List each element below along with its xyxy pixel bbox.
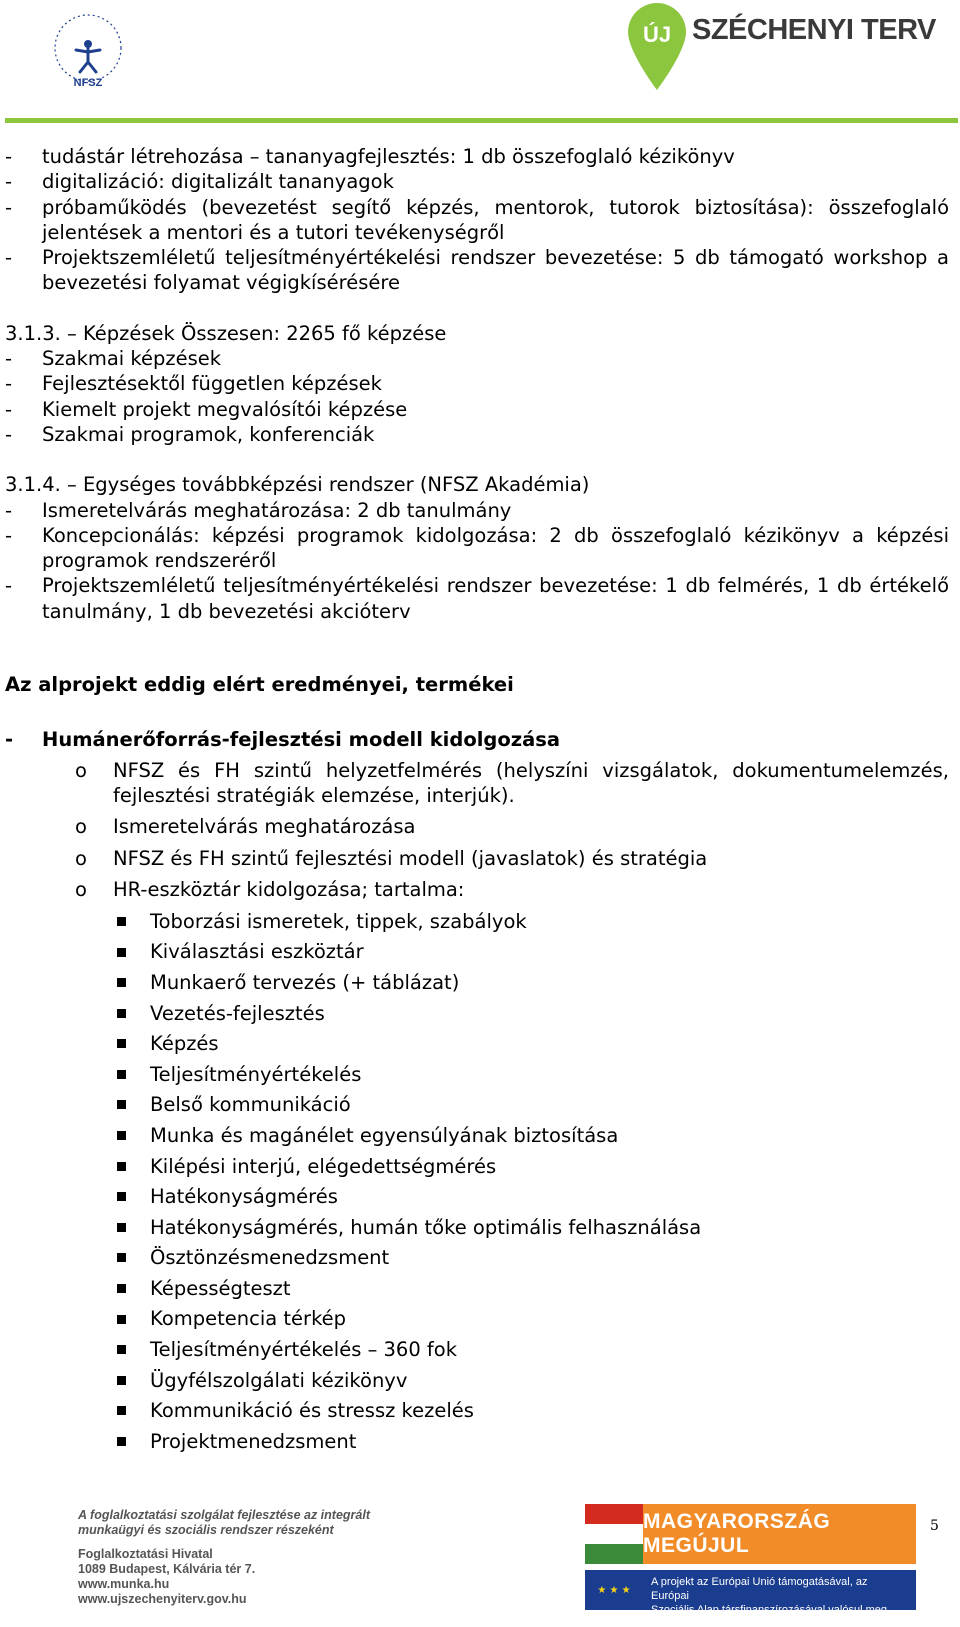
magyarorszag-megujul-banner: MAGYARORSZÁG MEGÚJUL xyxy=(643,1504,916,1564)
results-sub-list xyxy=(5,758,949,902)
toolkit-item xyxy=(117,1181,949,1212)
footer-project-info xyxy=(78,1508,370,1607)
section-314-list xyxy=(5,498,949,624)
toolkit-item-text: Teljesítményértékelés – 360 fok xyxy=(150,1338,458,1362)
square-bullet-icon xyxy=(117,1100,126,1109)
section-313-list xyxy=(5,346,949,447)
eu-notice-line: Szociális Alap társfinanszírozásával valósul meg. xyxy=(651,1604,891,1616)
toolkit-item xyxy=(117,1243,949,1274)
circle-bullet: o xyxy=(75,877,87,901)
eu-notice-line: A projekt az Európai Unió támogatásával, az Európai xyxy=(651,1576,868,1602)
page-header xyxy=(0,0,960,125)
square-bullet-icon xyxy=(117,1131,126,1140)
list-dash: - xyxy=(5,397,13,421)
square-bullet-icon xyxy=(117,1253,126,1262)
results-heading: Az alprojekt eddig elért eredményei, termékei xyxy=(5,673,514,697)
circle-bullet: o xyxy=(75,758,87,782)
main-item-text: Humánerőforrás-fejlesztési modell kidolgozása xyxy=(42,728,561,752)
footer-project-line: munkaügyi és szociális rendszer részeként xyxy=(78,1523,334,1537)
uj-szechenyi-pin-icon xyxy=(626,2,688,92)
square-bullet-icon xyxy=(117,1315,126,1324)
square-bullet-icon xyxy=(117,1345,126,1354)
document-body xyxy=(5,144,949,1457)
circle-bullet: o xyxy=(75,815,87,839)
list-item-text: Szakmai képzések xyxy=(42,347,222,371)
toolkit-item xyxy=(117,967,949,998)
results-main-item xyxy=(5,727,949,752)
list-item xyxy=(5,498,949,523)
toolkit-item-text: Kilépési interjú, elégedettségmérés xyxy=(150,1154,497,1178)
list-item xyxy=(5,523,949,574)
toolkit-item xyxy=(117,1273,949,1304)
toolkit-item-text: Munkaerő tervezés (+ táblázat) xyxy=(150,970,460,994)
nfsz-logo xyxy=(42,10,134,90)
toolkit-item xyxy=(117,1334,949,1365)
list-item xyxy=(5,144,949,169)
toolkit-item-text: Képességteszt xyxy=(150,1276,291,1300)
list-dash: - xyxy=(5,145,13,168)
toolkit-item-text: Vezetés-fejlesztés xyxy=(150,1001,325,1025)
toolkit-item-text: Kommunikáció és stressz kezelés xyxy=(150,1399,474,1423)
square-bullet-icon xyxy=(117,978,126,987)
header-divider xyxy=(5,118,958,123)
toolkit-item-text: Ösztönzésmenedzsment xyxy=(150,1246,390,1270)
list-dash: - xyxy=(5,523,13,547)
toolkit-item-text: Hatékonyságmérés xyxy=(150,1185,338,1209)
list-dash: - xyxy=(5,195,13,219)
sub-list-item xyxy=(75,877,949,902)
toolkit-item xyxy=(117,937,949,968)
sub-list-item xyxy=(75,814,949,839)
eu-support-notice xyxy=(643,1570,916,1616)
list-item-text: Szakmai programok, konferenciák xyxy=(42,422,375,446)
square-bullet-icon xyxy=(117,1070,126,1079)
square-bullet-icon xyxy=(117,917,126,926)
list-dash: - xyxy=(5,246,13,270)
list-item-text: Projektszemléletű teljesítményértékelési rendszer bevezetése: 1 db felmérés, 1 db értékelő tanulmány, 1 db bevezetési akcióterv xyxy=(42,574,949,623)
square-bullet-icon xyxy=(117,1039,126,1048)
toolkit-item xyxy=(117,1090,949,1121)
toolkit-item xyxy=(117,1120,949,1151)
list-item xyxy=(5,397,949,422)
toolkit-item-text: Projektmenedzsment xyxy=(150,1429,357,1453)
toolkit-item-text: Kompetencia térkép xyxy=(150,1307,347,1331)
toolkit-item xyxy=(117,1396,949,1427)
toolkit-item xyxy=(117,1029,949,1060)
list-item-text: próbaműködés (bevezetést segítő képzés, mentorok, tutorok biztosítása): összefoglaló jelentések a mentori és a tutori tevékenységről xyxy=(42,195,949,244)
list-dash: - xyxy=(5,372,13,396)
square-bullet-icon xyxy=(117,1223,126,1232)
list-item xyxy=(5,169,949,194)
square-bullet-icon xyxy=(117,1376,126,1385)
toolkit-item-text: Hatékonyságmérés, humán tőke optimális felhasználása xyxy=(150,1215,702,1239)
square-bullet-icon xyxy=(117,1192,126,1201)
list-dash: - xyxy=(5,347,13,371)
sub-list-item xyxy=(75,758,949,809)
toolkit-item xyxy=(117,1151,949,1182)
hungarian-flag-icon xyxy=(585,1504,643,1564)
list-dash: - xyxy=(5,422,13,446)
footer-web-link[interactable]: www.ujszechenyiterv.gov.hu xyxy=(78,1592,247,1606)
eu-flag-icon: ★ ★ ★ xyxy=(585,1570,643,1610)
toolkit-item xyxy=(117,906,949,937)
square-bullet-icon xyxy=(117,1437,126,1446)
list-item xyxy=(5,245,949,296)
toolkit-item xyxy=(117,1365,949,1396)
list-item xyxy=(5,195,949,246)
square-bullet-icon xyxy=(117,1406,126,1415)
toolkit-item-text: Toborzási ismeretek, tippek, szabályok xyxy=(150,909,527,933)
square-bullet-icon xyxy=(117,1284,126,1293)
list-item xyxy=(5,371,949,396)
list-item-text: Fejlesztésektől független képzések xyxy=(42,372,382,396)
uj-pin-text: ÚJ xyxy=(642,22,672,47)
circle-bullet: o xyxy=(75,846,87,870)
list-item xyxy=(5,346,949,371)
sub-item-text: NFSZ és FH szintű helyzetfelmérés (helyszíni vizsgálatok, dokumentumelemzés, fejlesztési stratégiák elemzése, interjúk). xyxy=(113,758,949,807)
szechenyi-terv-logo-text: SZÉCHENYI TERV xyxy=(692,14,936,46)
footer-web-link[interactable]: www.munka.hu xyxy=(78,1577,170,1591)
toolkit-item xyxy=(117,998,949,1029)
nfsz-logo-text: NFSZ xyxy=(73,77,103,89)
toolkit-item-text: Teljesítményértékelés xyxy=(150,1062,362,1086)
page-footer xyxy=(0,1500,960,1627)
list-dash: - xyxy=(5,574,13,598)
list-item-text: Ismeretelvárás meghatározása: 2 db tanulmány xyxy=(42,498,512,522)
toolkit-item xyxy=(117,1059,949,1090)
list-dash: - xyxy=(5,498,13,522)
sub-item-text: Ismeretelvárás meghatározása xyxy=(113,815,416,839)
footer-project-line: A foglalkoztatási szolgálat fejlesztése az integrált xyxy=(78,1508,370,1522)
toolkit-item-text: Munka és magánélet egyensúlyának biztosítása xyxy=(150,1123,619,1147)
square-bullet-icon xyxy=(117,1009,126,1018)
toolkit-item xyxy=(117,1304,949,1335)
toolkit-item xyxy=(117,1212,949,1243)
sub-list-item xyxy=(75,846,949,871)
page-number: 5 xyxy=(930,1518,939,1534)
toolkit-item-text: Ügyfélszolgálati kézikönyv xyxy=(150,1368,408,1392)
list-item-text: digitalizáció: digitalizált tananyagok xyxy=(42,170,394,194)
section-313-heading: 3.1.3. – Képzések Összesen: 2265 fő képzése xyxy=(5,321,447,345)
list-item xyxy=(5,422,949,447)
square-bullet-icon xyxy=(117,1162,126,1171)
toolkit-item-text: Belső kommunikáció xyxy=(150,1093,351,1117)
section-314-heading: 3.1.4. – Egységes továbbképzési rendszer (NFSZ Akadémia) xyxy=(5,473,590,497)
toolkit-item xyxy=(117,1426,949,1457)
list-item-text: tudástár létrehozása – tananyagfejlesztés: 1 db összefoglaló kézikönyv xyxy=(42,145,735,168)
footer-office: Foglalkoztatási Hivatal xyxy=(78,1547,213,1561)
footer-address: 1089 Budapest, Kálvária tér 7. xyxy=(78,1562,256,1576)
list-item-text: Koncepcionálás: képzési programok kidolgozása: 2 db összefoglaló kézikönyv a képzési programok rendszeréről xyxy=(42,523,949,573)
list-dash: - xyxy=(5,170,13,194)
sub-item-text: HR-eszköztár kidolgozása; tartalma: xyxy=(113,877,465,901)
square-bullet-icon xyxy=(117,948,126,957)
list-a xyxy=(5,144,949,296)
hr-toolkit-list xyxy=(5,906,949,1457)
toolkit-item-text: Képzés xyxy=(150,1032,219,1056)
sub-item-text: NFSZ és FH szintű fejlesztési modell (javaslatok) és stratégia xyxy=(113,846,708,870)
list-dash: - xyxy=(5,728,14,752)
list-item-text: Projektszemléletű teljesítményértékelési rendszer bevezetése: 5 db támogató workshop a bevezetési folyamat végigkísérésére xyxy=(42,246,949,295)
toolkit-item-text: Kiválasztási eszköztár xyxy=(150,940,364,964)
list-item-text: Kiemelt projekt megvalósítói képzése xyxy=(42,397,408,421)
list-item xyxy=(5,573,949,624)
